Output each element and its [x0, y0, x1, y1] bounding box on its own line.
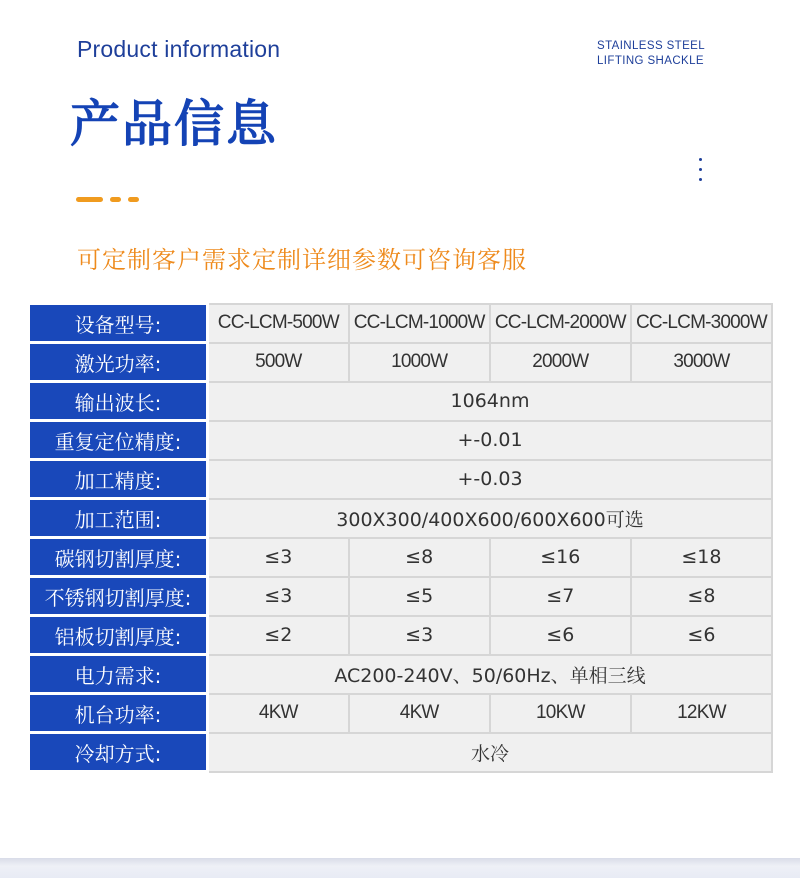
row-label: 不锈钢切割厚度: — [29, 577, 208, 616]
vertical-dots-icon — [697, 158, 703, 184]
table-row — [29, 343, 773, 382]
table-cell: 4KW — [349, 694, 490, 733]
table-row — [29, 538, 773, 577]
row-label: 激光功率: — [29, 343, 208, 382]
table-cell: ≤6 — [631, 616, 772, 655]
table-cell: 12KW — [631, 694, 772, 733]
table-cell: ≤3 — [208, 577, 349, 616]
table-cell: CC-LCM-500W — [208, 304, 349, 343]
spec-table — [27, 302, 773, 773]
table-cell: ≤3 — [349, 616, 490, 655]
spec-table-body — [29, 304, 773, 772]
row-label: 碳钢切割厚度: — [29, 538, 208, 577]
table-cell: 2000W — [490, 343, 631, 382]
table-row — [29, 499, 773, 538]
table-cell: AC200-240V、50/60Hz、单相三线 — [208, 655, 773, 694]
row-label: 加工精度: — [29, 460, 208, 499]
table-cell: ≤18 — [631, 538, 772, 577]
row-label: 设备型号: — [29, 304, 208, 343]
row-label: 加工范围: — [29, 499, 208, 538]
table-cell: 4KW — [208, 694, 349, 733]
section-title-chinese: 产品信息 — [70, 95, 278, 153]
brand-tagline — [597, 39, 705, 69]
table-cell: 1000W — [349, 343, 490, 382]
table-cell: 10KW — [490, 694, 631, 733]
table-row — [29, 655, 773, 694]
table-cell: CC-LCM-2000W — [490, 304, 631, 343]
row-label: 重复定位精度: — [29, 421, 208, 460]
table-row — [29, 382, 773, 421]
table-cell: 水冷 — [208, 733, 773, 772]
row-label: 冷却方式: — [29, 733, 208, 772]
row-label: 铝板切割厚度: — [29, 616, 208, 655]
table-row — [29, 304, 773, 343]
table-cell: +-0.03 — [208, 460, 773, 499]
table-row — [29, 616, 773, 655]
table-row — [29, 460, 773, 499]
table-cell: +-0.01 — [208, 421, 773, 460]
table-cell: 1064nm — [208, 382, 773, 421]
customization-subtitle: 可定制客户需求定制详细参数可咨询客服 — [77, 246, 527, 274]
table-cell: 300X300/400X600/600X600可选 — [208, 499, 773, 538]
brand-line-2: LIFTING SHACKLE — [597, 55, 704, 67]
table-cell: CC-LCM-3000W — [631, 304, 772, 343]
row-label: 机台功率: — [29, 694, 208, 733]
table-row — [29, 577, 773, 616]
brand-line-1: STAINLESS STEEL — [597, 40, 706, 52]
table-row — [29, 733, 773, 772]
table-cell: ≤3 — [208, 538, 349, 577]
footer-band — [0, 858, 800, 878]
table-cell: 3000W — [631, 343, 772, 382]
table-cell: 500W — [208, 343, 349, 382]
row-label: 输出波长: — [29, 382, 208, 421]
table-row — [29, 694, 773, 733]
table-cell: ≤6 — [490, 616, 631, 655]
table-row — [29, 421, 773, 460]
table-cell: ≤8 — [631, 577, 772, 616]
table-cell: ≤8 — [349, 538, 490, 577]
table-cell: ≤2 — [208, 616, 349, 655]
table-cell: CC-LCM-1000W — [349, 304, 490, 343]
table-cell: ≤7 — [490, 577, 631, 616]
section-title-english: Product information — [77, 36, 281, 62]
table-cell: ≤16 — [490, 538, 631, 577]
row-label: 电力需求: — [29, 655, 208, 694]
table-cell: ≤5 — [349, 577, 490, 616]
